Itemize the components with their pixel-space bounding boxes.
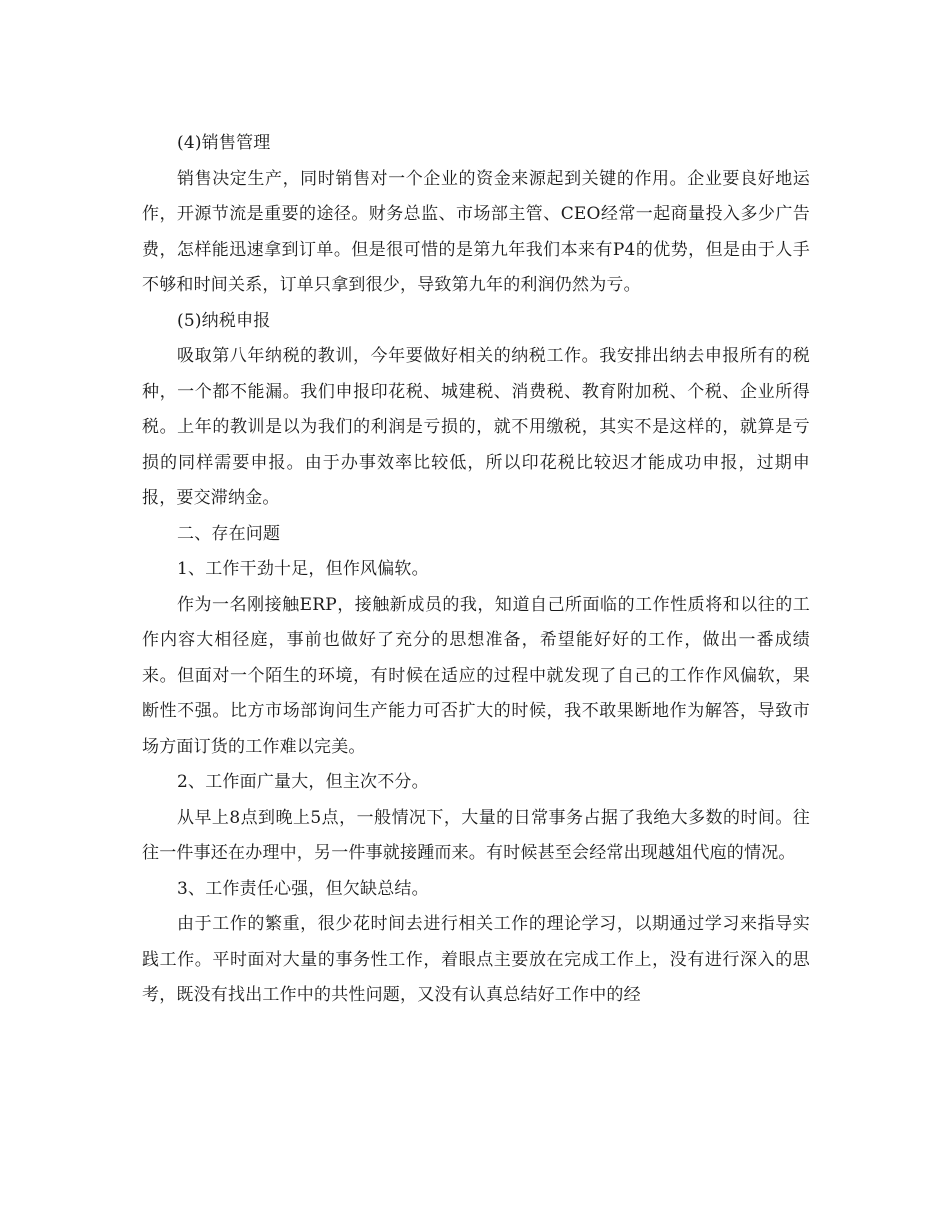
- section-heading-sales: (4)销售管理: [177, 133, 271, 153]
- problem-heading-2: 2、工作面广量大，但主次不分。: [177, 772, 429, 792]
- section-heading-problems: 二、存在问题: [177, 523, 281, 544]
- problem-heading-1: 1、工作干劲十足，但作风偏软。: [177, 559, 429, 579]
- paragraph-problem-1: 作为一名刚接触ERP，接触新成员的我，知道自己所面临的工作性质将和以往的工作内容大相径庭，事前也做好了充分的思想准备，希望能好好的工作，做出一番成绩来。但面对一个陌生的环境，有时候在适应的过程中就发现了自己的工作作风偏软，果断性不强。比方市场部询问生产能力可否扩大的时候，我不敢果断地作为解答，导致市场方面订货的工作难以完美。: [142, 594, 810, 757]
- document-body: [142, 126, 810, 1014]
- problem-heading-3: 3、工作责任心强，但欠缺总结。: [177, 878, 429, 899]
- paragraph-sales: 销售决定生产，同时销售对一个企业的资金来源起到关键的作用。企业要良好地运作，开源节流是重要的途径。财务总监、市场部主管、CEO经常一起商量投入多少广告费，怎样能迅速拿到订单。但是很可惜的是第九年我们本来有P4的优势，但是由于人手不够和时间关系，订单只拿到很少，导致第九年的利润仍然为亏。: [142, 168, 810, 295]
- paragraph-problem-3: 由于工作的繁重，很少花时间去进行相关工作的理论学习，以期通过学习来指导实践工作。平时面对大量的事务性工作，着眼点主要放在完成工作上，没有进行深入的思考，既没有找出工作中的共性问题，又没有认真总结好工作中的经: [142, 914, 810, 1005]
- section-heading-tax: (5)纳税申报: [177, 310, 271, 331]
- paragraph-tax: 吸取第八年纳税的教训，今年要做好相关的纳税工作。我安排出纳去申报所有的税种，一个都不能漏。我们申报印花税、城建税、消费税、教育附加税、个税、企业所得税。上年的教训是以为我们的利润是亏损的，就不用缴税，其实不是这样的，就算是亏损的同样需要申报。由于办事效率比较低，所以印花税比较迟才能成功申报，过期申报，要交滞纳金。: [142, 346, 810, 508]
- paragraph-problem-2: 从早上8点到晚上5点，一般情况下，大量的日常事务占据了我绝大多数的时间。往往一件事还在办理中，另一件事就接踵而来。有时候甚至会经常出现越俎代庖的情况。: [142, 807, 810, 863]
